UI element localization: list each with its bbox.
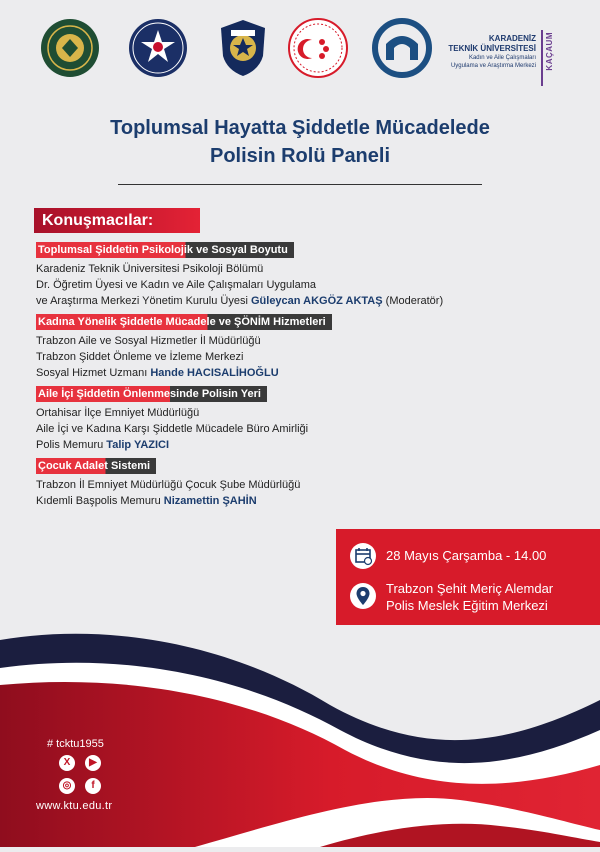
instagram-icon[interactable]: ◎: [59, 778, 75, 794]
speaker-role: Sosyal Hizmet Uzmanı: [36, 367, 151, 379]
topic-line: Karadeniz Teknik Üniversitesi Psikoloji Bölümü: [36, 263, 264, 275]
speaker-name: Güleycan AKGÖZ AKTAŞ: [250, 295, 383, 307]
topic-block: [36, 456, 576, 509]
speaker-name: Talip YAZICI: [106, 439, 170, 451]
event-location-line2: Polis Meslek Eğitim Merkezi: [386, 598, 548, 613]
speakers-list: [36, 240, 576, 512]
topic-block: [36, 384, 576, 453]
event-datetime: 28 Mayıs Çarşamba - 14.00: [386, 548, 547, 563]
ministry-family-logo: [288, 18, 348, 78]
page-title: [0, 114, 600, 170]
twitter-x-icon[interactable]: X: [59, 755, 75, 771]
speaker-name: Hande HACISALİHOĞLU: [150, 367, 279, 379]
ktu-line1: KARADENİZ: [488, 34, 536, 43]
police-badge-logo: [213, 18, 273, 78]
police-academy-logo: [40, 18, 100, 78]
speaker-line: [36, 437, 576, 453]
event-info-box: [336, 529, 600, 625]
title-divider: [118, 184, 482, 185]
title-line1: Toplumsal Hayatta Şiddetle Mücadelede: [110, 117, 490, 139]
topic-title: Çocuk Adalet Sistemi: [36, 458, 156, 474]
ktu-line4: Uygulama ve Araştırma Merkezi: [450, 63, 536, 69]
topic-line: Aile İçi ve Kadına Karşı Şiddetle Mücadele Büro Amirliği: [36, 423, 309, 435]
speaker-note: (Moderatör): [382, 295, 444, 307]
kacaum-mark: [541, 30, 556, 86]
youtube-icon[interactable]: ▶: [85, 755, 101, 771]
topic-line: Dr. Öğretim Üyesi ve Kadın ve Aile Çalışmaları Uygulama: [36, 279, 316, 291]
title-line2: Polisin Rolü Paneli: [209, 145, 391, 167]
location-pin-icon: [350, 583, 376, 609]
speaker-line: [36, 365, 576, 381]
ktu-line3: Kadın ve Aile Çalışmaları: [468, 55, 536, 61]
topic-block: [36, 240, 576, 309]
topic-line: Trabzon İl Emniyet Müdürlüğü Çocuk Şube Müdürlüğü: [36, 479, 301, 491]
event-location-line1: Trabzon Şehit Meriç Alemdar: [386, 581, 554, 596]
topic-title: Toplumsal Şiddetin Psikolojik ve Sosyal Boyutu: [36, 242, 294, 258]
ktu-logo: [372, 18, 432, 78]
speaker-role: ve Araştırma Merkezi Yönetim Kurulu Üyesi: [36, 295, 251, 307]
ktu-line2: TEKNİK ÜNİVERSİTESİ: [448, 44, 536, 53]
ktu-wordmark: [436, 34, 536, 70]
topic-line: Ortahisar İlçe Emniyet Müdürlüğü: [36, 407, 200, 419]
calendar-icon: [350, 543, 376, 569]
hashtag: # tcktu1955: [47, 738, 104, 750]
topic-title: Kadına Yönelik Şiddetle Mücadele ve ŞÖNİM Hizmetleri: [36, 314, 332, 330]
speaker-name: Nizamettin ŞAHİN: [163, 495, 257, 507]
logo-bar: [0, 16, 600, 86]
topic-block: [36, 312, 576, 381]
speaker-role: Kıdemli Başpolis Memuru: [36, 495, 164, 507]
speaker-line: [36, 493, 576, 509]
speaker-role: Polis Memuru: [36, 439, 107, 451]
topic-line: Trabzon Aile ve Sosyal Hizmetler İl Müdürlüğü: [36, 335, 261, 347]
topic-title: Aile İçi Şiddetin Önlenmesinde Polisin Yeri: [36, 386, 267, 402]
kacaum-text: KAÇAUM: [545, 32, 554, 71]
trabzon-police-logo: [128, 18, 188, 78]
topic-line: Trabzon Şiddet Önleme ve İzleme Merkezi: [36, 351, 244, 363]
speakers-heading: Konuşmacılar:: [34, 208, 200, 233]
speaker-line: [36, 293, 576, 309]
website-link[interactable]: www.ktu.edu.tr: [36, 800, 113, 812]
facebook-icon[interactable]: f: [85, 778, 101, 794]
